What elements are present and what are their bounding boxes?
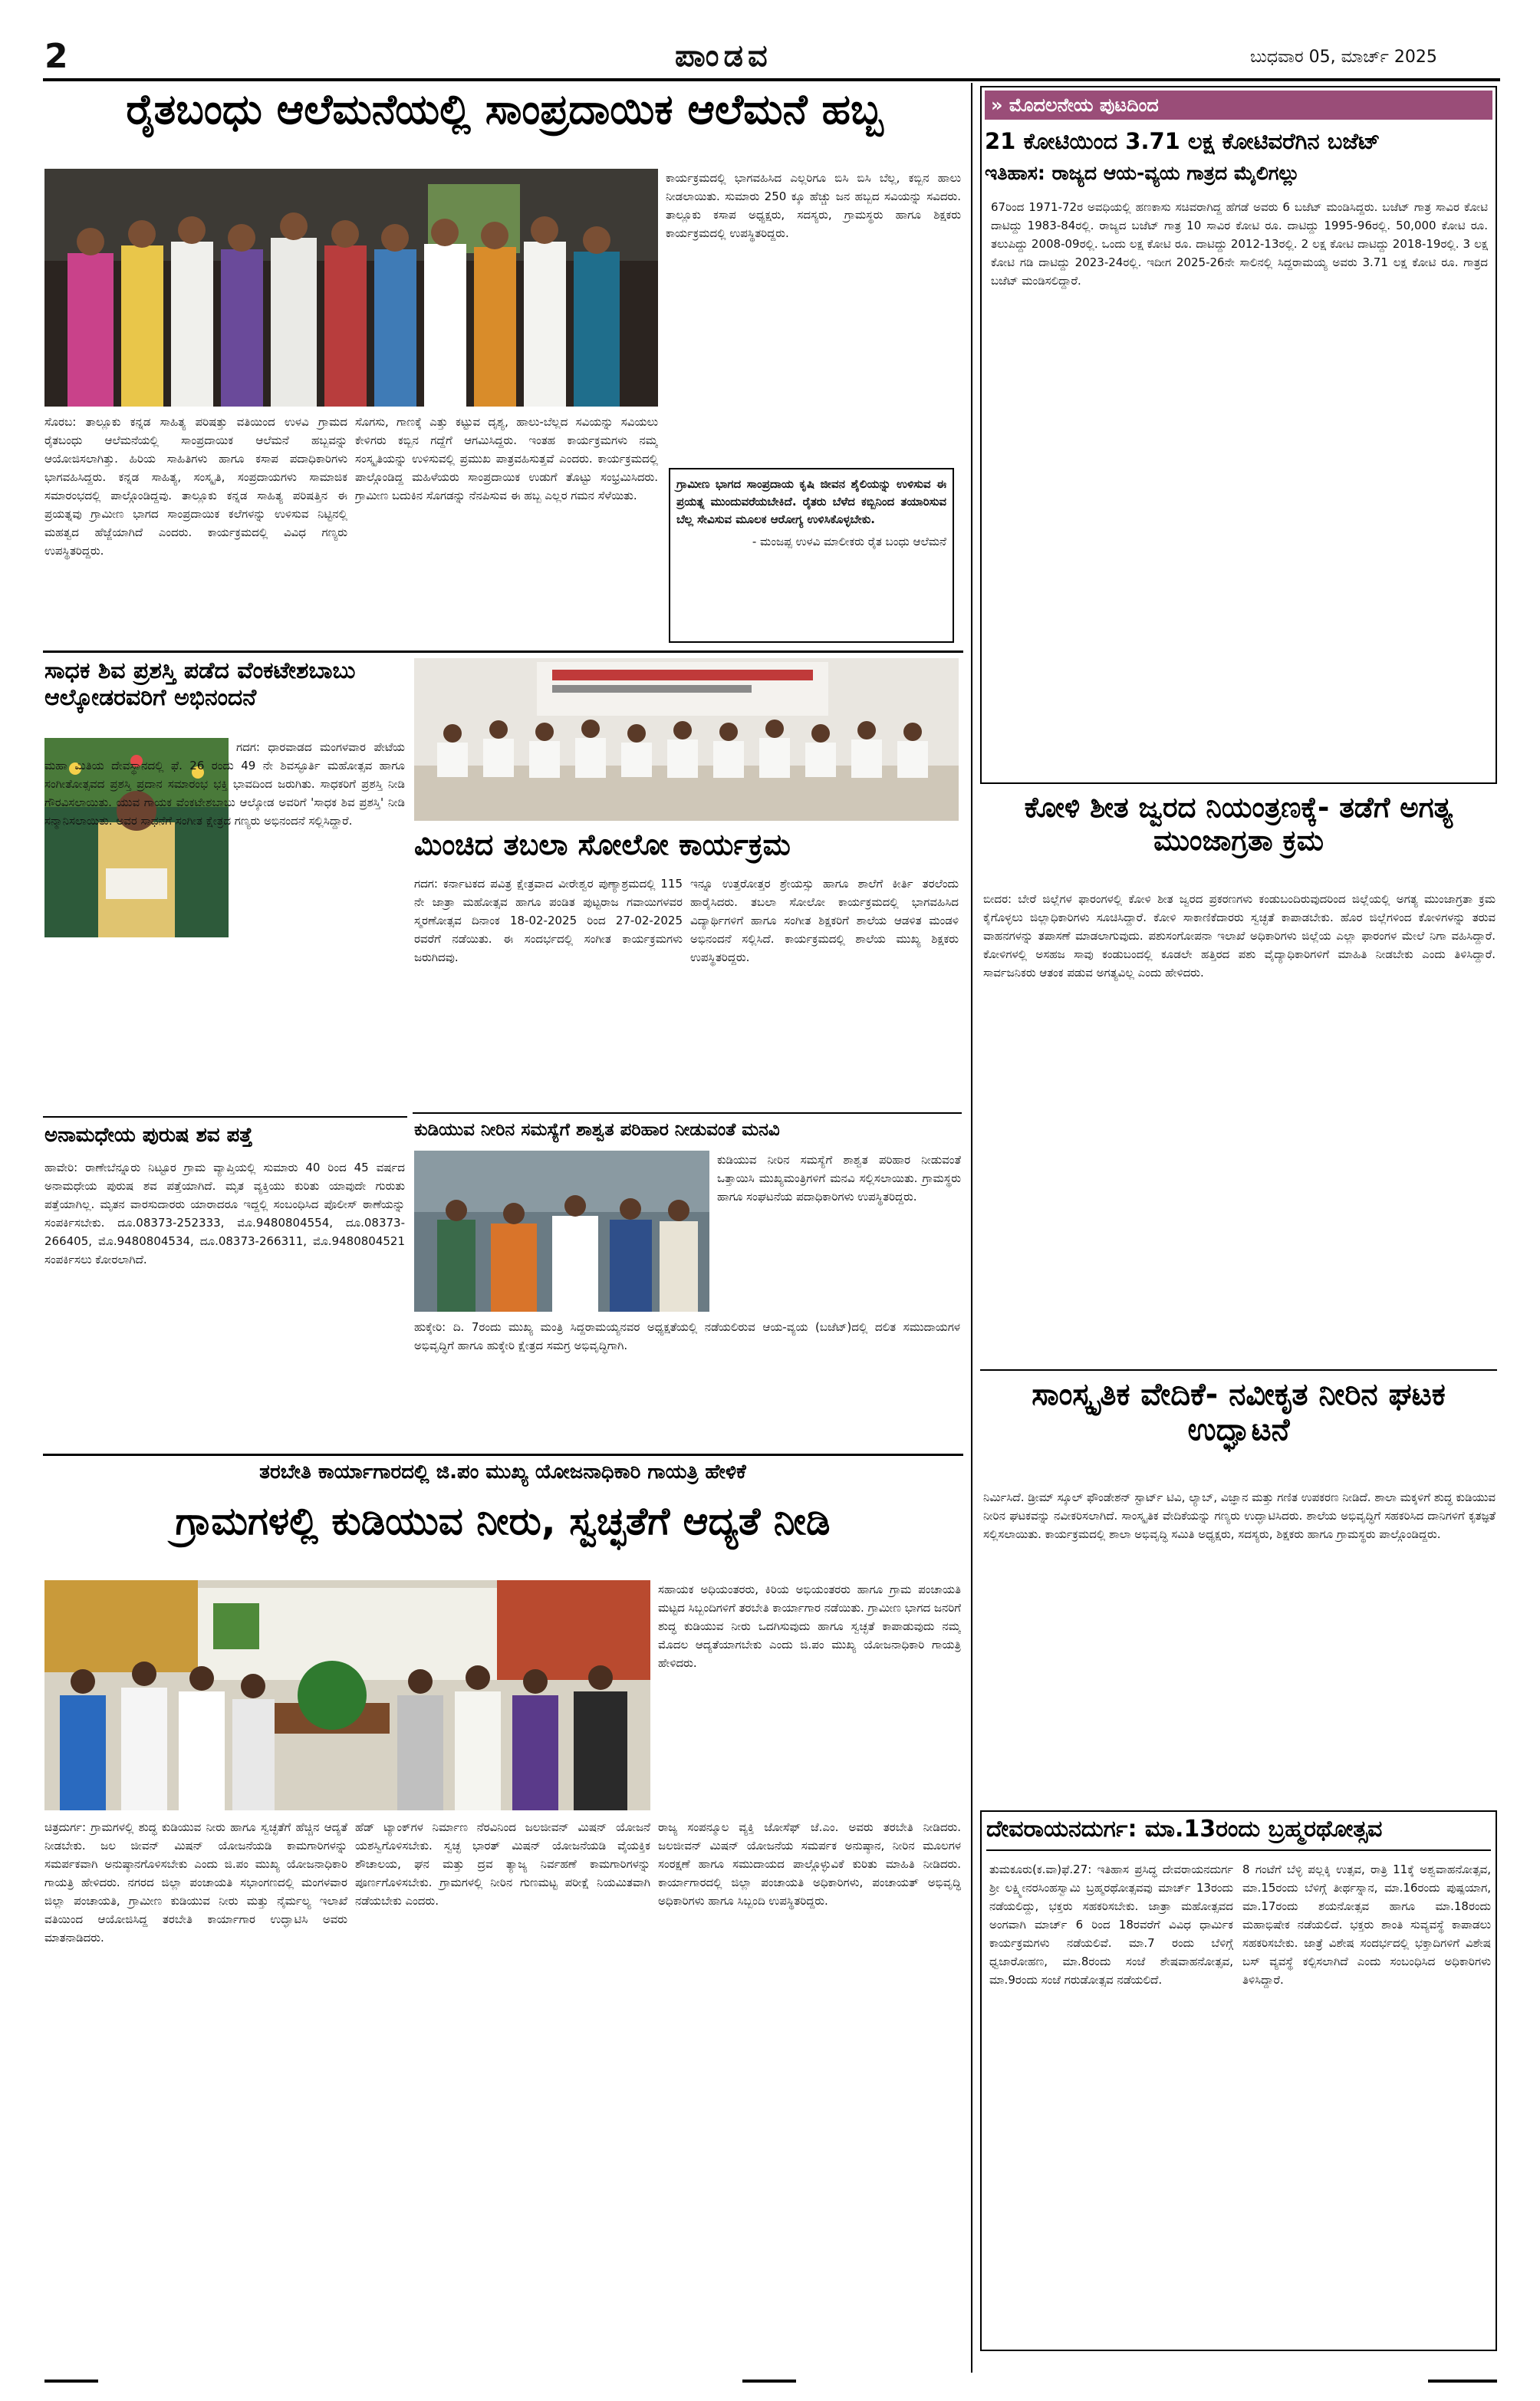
headline-brahma: ದೇವರಾಯನದುರ್ಗ: ಮಾ.13ರಂದು ಬ್ರಹ್ಮರಥೋತ್ಸವ (986, 1816, 1491, 1851)
photo-manavi (414, 1151, 709, 1312)
gramagalu-col-left: ಸಹಾಯಕ ಅಧಿಯಂತರರು, ಕಿರಿಯ ಅಭಿಯಂತರರು ಹಾಗೂ ಗ್ರಾಮ ಪಂಚಾಯತಿ ಮಟ್ಟದ ಸಿಬ್ಬಂದಿಗಳಿಗೆ ತರಬೇತಿ ಕಾರ್ಯಾಗಾರ ನಡೆಯಿತು. ಗ್ರಾಮೀಣ ಭಾಗದ ಜನರಿಗೆ ಶುದ್ಧ ಕುಡಿಯುವ ನೀರು ಒದಗಿಸುವುದು ಹಾಗೂ ಸ್ವಚ್ಛತೆ ಕಾಪಾಡುವುದು ನಮ್ಮ ಮೊದಲ ಆದ್ಯತೆಯಾಗಬೇಕು ಎಂದು ಜಿ.ಪಂ ಮುಖ್ಯ ಯೋಜನಾಧಿಕಾರಿ ಗಾಯತ್ರಿ ಹೇಳಿದರು. (658, 1583, 961, 1670)
budget-body: 67ರಿಂದ 1971-72ರ ಅವಧಿಯಲ್ಲಿ ಹಣಕಾಸು ಸಚಿವರಾಗಿದ್ದ ಹೆಗಡೆ ಅವರು 6 ಬಜೆಟ್ ಮಂಡಿಸಿದ್ದರು. ಬಜೆಟ್ ಗಾತ್ರ ಸಾವಿರ ಕೋಟಿ ದಾಟಿದ್ದು 1983-84ರಲ್ಲಿ. ರಾಜ್ಯದ ಬಜೆಟ್ ಗಾತ್ರ 10 ಸಾವಿರ ಕೋಟಿ ರೂ. ದಾಟಿದ್ದು 1995-96ರಲ್ಲಿ. 50,000 ಕೋಟಿ ರೂ. ತಲುಪಿದ್ದು 2008-09ರಲ್ಲಿ. ಒಂದು ಲಕ್ಷ ಕೋಟಿ ರೂ. ದಾಟಿದ್ದು 2012-13ರಲ್ಲಿ. 2 ಲಕ್ಷ ಕೋಟಿ ದಾಟಿದ್ದು 2018-19ರಲ್ಲಿ. 3 ಲಕ್ಷ ಕೋಟಿ ಗಡಿ ದಾಟಿದ್ದು 2023-24ರಲ್ಲಿ. ಇದೀಗ 2025-26ನೇ ಸಾಲಿನಲ್ಲಿ ಸಿದ್ದರಾಮಯ್ಯ ಅವರು 3.71 ಲಕ್ಷ ಕೋಟಿ ರೂ. ಗಾತ್ರದ ಬಜೆಟ್ ಮಂಡಿಸಲಿದ್ದಾರೆ. (991, 200, 1488, 288)
headline-tabla: ಮಿಂಚಿದ ತಬಲಾ ಸೋಲೋ ಕಾರ್ಯಕ್ರಮ (414, 828, 791, 861)
headline-kudiyuva: ಕುಡಿಯುವ ನೀರಿನ ಸಮಸ್ಯೆಗೆ ಶಾಶ್ವತ ಪರಿಹಾರ ನೀಡುವಂತೆ ಮನವಿ (414, 1120, 780, 1140)
paper-name: ಪಾಂಡವ (675, 38, 772, 74)
issue-date: ಬುಧವಾರ 05, ಮಾರ್ಚ್ 2025 (1250, 48, 1437, 67)
tabla-col-1: ಗದಗ: ಕರ್ನಾಟಕದ ಪವಿತ್ರ ಕ್ಷೇತ್ರವಾದ ವೀರೇಶ್ವರ ಪುಣ್ಯಾಶ್ರಮದಲ್ಲಿ 115 ನೇ ಜಾತ್ರಾ ಮಹೋತ್ಸವ ಹಾಗೂ ಪಂಡಿತ ಪುಟ್ಟರಾಜ ಗವಾಯಿಗಳವರ ಸ್ಮರಣೋತ್ಸವ ದಿನಾಂಕ 18-02-2025 ರಿಂದ 27-02-2025 ರವರೆಗೆ ನಡೆಯಿತು. ಈ ಸಂದರ್ಭದಲ್ಲಿ ಸಂಗೀತ ಕಾರ್ಯಕ್ರಮಗಳು ಜರುಗಿದವು. (414, 877, 683, 964)
kudiyuva-caption: ಹುಕ್ಕೇರಿ: ದಿ. 7ರಂದು ಮುಖ್ಯ ಮಂತ್ರಿ ಸಿದ್ದರಾಮಯ್ಯನವರ ಅಧ್ಯಕ್ಷತೆಯಲ್ಲಿ ನಡೆಯಲಿರುವ ಆಯ-ವ್ಯಯ (ಬಜೆಟ್)ದಲ್ಲಿ ದಲಿತ ಸಮುದಾಯಗಳ ಅಭಿವೃದ್ಧಿಗೆ ಹಾಗೂ ಹುಕ್ಕೇರಿ ಕ್ಷೇತ್ರದ ಸಮಗ್ರ ಅಭಿವೃದ್ಧಿಗಾಗಿ. (414, 1320, 960, 1352)
koli-jvara-body: ಬೀದರ: ಬೇರೆ ಜಿಲ್ಲೆಗಳ ಫಾರಂಗಳಲ್ಲಿ ಕೋಳಿ ಶೀತ ಜ್ವರದ ಪ್ರಕರಣಗಳು ಕಂಡುಬಂದಿರುವುದರಿಂದ ಜಿಲ್ಲೆಯಲ್ಲಿ ಅಗತ್ಯ ಮುಂಜಾಗ್ರತಾ ಕ್ರಮ ಕೈಗೊಳ್ಳಲು ಜಿಲ್ಲಾಧಿಕಾರಿಗಳು ಸೂಚಿಸಿದ್ದಾರೆ. ಕೋಳಿ ಸಾಕಾಣಿಕೆದಾರರು ಸ್ವಚ್ಛತೆ ಕಾಪಾಡಬೇಕು. ಹೊರ ಜಿಲ್ಲೆಗಳಿಂದ ಕೋಳಿಗಳನ್ನು ತರುವ ವಾಹನಗಳನ್ನು ತಪಾಸಣೆ ಮಾಡಲಾಗುವುದು. ಪಶುಸಂಗೋಪನಾ ಇಲಾಖೆ ಅಧಿಕಾರಿಗಳು ಜಿಲ್ಲೆಯ ಎಲ್ಲಾ ಫಾರಂಗಳ ಮೇಲೆ ನಿಗಾ ವಹಿಸಿದ್ದಾರೆ. ಕೋಳಿಗಳಲ್ಲಿ ಅಸಹಜ ಸಾವು ಕಂಡುಬಂದಲ್ಲಿ ಕೂಡಲೇ ಹತ್ತಿರದ ಪಶು ವೈದ್ಯಾಧಿಕಾರಿಗಳಿಗೆ ಮಾಹಿತಿ ನೀಡಬೇಕು ಎಂದು ತಿಳಿಸಿದ್ದಾರೆ. ಸಾರ್ವಜನಿಕರು ಆತಂಕ ಪಡುವ ಅಗತ್ಯವಿಲ್ಲ ಎಂದು ಹೇಳಿದರು. (983, 892, 1496, 980)
shava-body: ಹಾವೇರಿ: ರಾಣೇಬೆನ್ನೂರು ನಿಟ್ಟೂರ ಗ್ರಾಮ ವ್ಯಾಪ್ತಿಯಲ್ಲಿ ಸುಮಾರು 40 ರಿಂದ 45 ವರ್ಷದ ಅನಾಮಧೇಯ ಪುರುಷ ಶವ ಪತ್ತೆಯಾಗಿದೆ. ಮೃತ ವ್ಯಕ್ತಿಯು ಕುರಿತು ಯಾವುದೇ ಗುರುತು ಪತ್ತೆಯಾಗಿಲ್ಲ. ಮೃತನ ವಾರಸುದಾರರು ಯಾರಾದರೂ ಇದ್ದಲ್ಲಿ ಸಂಬಂಧಿಸಿದ ಪೊಲೀಸ್ ಠಾಣೆಯನ್ನು ಸಂಪರ್ಕಿಸಬೇಕು. ದೂ.08373-252333, ಮೊ.9480804554, ದೂ.08373-266405, ಮೊ.9480804534, ದೂ.08373-266311, ಮೊ.9480804521 ಸಂಪರ್ಕಿಸಲು ಕೋರಲಾಗಿದೆ. (44, 1161, 405, 1266)
section-rule (413, 1112, 962, 1114)
section-rule (43, 1116, 407, 1118)
headline-sadhaka-shiva: ಸಾಧಕ ಶಿವ ಪ್ರಶಸ್ತಿ ಪಡೆದ ವೆಂಕಟೇಶಬಾಬು ಆಲ್ಕೋಡರವರಿಗೆ ಅಭಿನಂದನೆ (44, 657, 356, 711)
alemane-quote-by: - ಮಂಜಪ್ಪ ಉಳವಿ ಮಾಲೀಕರು ರೈತ ಬಂಧು ಆಲೆಮನೆ (752, 535, 946, 548)
headline-gramagalu: ಗ್ರಾಮಗಳಲ್ಲಿ ಕುಡಿಯುವ ನೀರು, ಸ್ವಚ್ಛತೆಗೆ ಆದ್ಯತೆ ನೀಡಿ (175, 1499, 831, 1543)
brahma-col-1: ತುಮಕೂರು(ಕ.ವಾ)ಫೆ.27: ಇತಿಹಾಸ ಪ್ರಸಿದ್ಧ ದೇವರಾಯನದುರ್ಗ ಶ್ರೀ ಲಕ್ಷ್ಮೀನರಸಿಂಹಸ್ವಾಮಿ ಬ್ರಹ್ಮರಥೋತ್ಸವವು ಮಾರ್ಚ್ 13ರಂದು ನಡೆಯಲಿದ್ದು, ಭಕ್ತರು ಸಹಕರಿಸಬೇಕು. ಜಾತ್ರಾ ಮಹೋತ್ಸವದ ಅಂಗವಾಗಿ ಮಾರ್ಚ್ 6 ರಿಂದ 18ರವರೆಗೆ ವಿವಿಧ ಧಾರ್ಮಿಕ ಕಾರ್ಯಕ್ರಮಗಳು ನಡೆಯಲಿವೆ. ಮಾ.7 ರಂದು ಬೆಳಿಗ್ಗೆ ಧ್ವಜಾರೋಹಣ, ಮಾ.8ರಂದು ಸಂಜೆ ಶೇಷವಾಹನೋತ್ಸವ, ಮಾ.9ರಂದು ಸಂಜೆ ಗರುಡೋತ್ಸವ ನಡೆಯಲಿದೆ. (989, 1863, 1233, 1987)
alemane-col-2: ಸೊಗಸು, ಗಾಣಕ್ಕೆ ಎತ್ತು ಕಟ್ಟುವ ದೃಶ್ಯ, ಹಾಲು-ಬೆಲ್ಲದ ಸವಿಯನ್ನು ಸವಿಯಲು ಕೇಳಿಗರು ಕಬ್ಬಿನ ಗದ್ದೆಗೆ ಆಗಮಿಸಿದ್ದರು. ಇಂತಹ ಕಾರ್ಯಕ್ರಮಗಳು ನಮ್ಮ ಸಂಸ್ಕೃತಿಯನ್ನು ಉಳಿಸುವಲ್ಲಿ ಪ್ರಮುಖ ಪಾತ್ರವಹಿಸುತ್ತವೆ ಎಂದರು. ಕಾರ್ಯಕ್ರಮದಲ್ಲಿ ಪಾಲ್ಗೊಂಡಿದ್ದ ಮಹಿಳೆಯರು ಸಾಂಪ್ರದಾಯಿಕ ಉಡುಗೆ ತೊಟ್ಟು ಸಂಭ್ರಮಿಸಿದರು. ಗ್ರಾಮೀಣ ಬದುಕಿನ ಸೊಗಡನ್ನು ನೆನಪಿಸುವ ಈ ಹಬ್ಬ ಎಲ್ಲರ ಗಮನ ಸೆಳೆಯಿತು. (355, 415, 658, 502)
shiva-body: ಗದಗ: ಧಾರವಾಡದ ಮಂಗಳವಾರ ಪೇಟೆಯ ಮಹಾ ಮಿತಿಯ ದೇವಸ್ಥಾನದಲ್ಲಿ ಫೆ. 26 ರಂದು 49 ನೇ ಶಿವಸ್ಫೂರ್ತಿ ಮಹೋತ್ಸವ ಹಾಗೂ ಸಂಗೀತೋತ್ಸವದ ಪ್ರಶಸ್ತಿ ಪ್ರದಾನ ಸಮಾರಂಭ ಭಕ್ತಿ ಭಾವದಿಂದ ಜರುಗಿತು. ಸಾಧಕರಿಗೆ ಪ್ರಶಸ್ತಿ ನೀಡಿ ಗೌರವಿಸಲಾಯಿತು. ಯುವ ಗಾಯಕ ವೆಂಕಟೇಶಬಾಬು ಆಲ್ಕೋಡ ಅವರಿಗೆ 'ಸಾಧಕ ಶಿವ ಪ್ರಶಸ್ತಿ' ನೀಡಿ ಸನ್ಮಾನಿಸಲಾಯಿತು. ಅವರ ಸಾಧನೆಗೆ ಸಂಗೀತ ಕ್ಷೇತ್ರದ ಗಣ್ಯರು ಅಭಿನಂದನೆ ಸಲ್ಲಿಸಿದ್ದಾರೆ. (44, 740, 405, 828)
section-rule (43, 1454, 963, 1456)
gramagalu-col-a: ಚಿತ್ರದುರ್ಗ: ಗ್ರಾಮಗಳಲ್ಲಿ ಶುದ್ಧ ಕುಡಿಯುವ ನೀರು ಹಾಗೂ ಸ್ವಚ್ಛತೆಗೆ ಹೆಚ್ಚಿನ ಆದ್ಯತೆ ನೀಡಬೇಕು. ಜಲ ಜೀವನ್ ಮಿಷನ್ ಯೋಜನೆಯಡಿ ಕಾಮಗಾರಿಗಳನ್ನು ಸಮರ್ಪಕವಾಗಿ ಅನುಷ್ಠಾನಗೊಳಿಸಬೇಕು ಎಂದು ಜಿ.ಪಂ ಮುಖ್ಯ ಯೋಜನಾಧಿಕಾರಿ ಗಾಯತ್ರಿ ಹೇಳಿದರು. ನಗರದ ಜಿಲ್ಲಾ ಪಂಚಾಯತಿ ಸಭಾಂಗಣದಲ್ಲಿ ಮಂಗಳವಾರ ಜಿಲ್ಲಾ ಪಂಚಾಯತಿ, ಗ್ರಾಮೀಣ ಕುಡಿಯುವ ನೀರು ಮತ್ತು ನೈರ್ಮಲ್ಯ ಇಲಾಖೆ ವತಿಯಿಂದ ಆಯೋಜಿಸಿದ್ದ ತರಬೇತಿ ಕಾರ್ಯಾಗಾರ ಉದ್ಘಾಟಿಸಿ ಅವರು ಮಾತನಾಡಿದರು. (44, 1820, 347, 1945)
headline-shava: ಅನಾಮಧೇಯ ಪುರುಷ ಶವ ಪತ್ತೆ (44, 1124, 253, 1147)
column-divider (971, 83, 972, 2373)
alemane-quote-box (669, 468, 954, 643)
photo-training-workshop (44, 1580, 650, 1810)
headline-koli-jvara: ಕೋಳಿ ಶೀತ ಜ್ವರದ ನಿಯಂತ್ರಣಕ್ಕೆ- ತಡೆಗೆ ಅಗತ್ಯ ಮುಂಜಾಗ್ರತಾ ಕ್ರಮ (1024, 791, 1453, 857)
headline-vedike: ಸಾಂಸ್ಕೃತಿಕ ವೇದಿಕೆ- ನವೀಕೃತ ನೀರಿನ ಘಟಕ ಉದ್ಘಾಟನೆ (1032, 1377, 1446, 1448)
photo-alemane-group (44, 169, 658, 407)
tabla-col-2: ಇನ್ನೂ ಉತ್ತರೋತ್ತರ ಶ್ರೇಯಸ್ಸು ಹಾಗೂ ಶಾಲೆಗೆ ಕೀರ್ತಿ ತರಲೆಂದು ಹಾರೈಸಿದರು. ತಬಲಾ ಸೋಲೋ ಕಾರ್ಯಕ್ರಮದಲ್ಲಿ ಭಾಗವಹಿಸಿದ ವಿದ್ಯಾರ್ಥಿಗಳಿಗೆ ಹಾಗೂ ಸಂಗೀತ ಶಿಕ್ಷಕರಿಗೆ ಶಾಲೆಯ ಆಡಳಿತ ಮಂಡಳಿ ಅಭಿನಂದನೆ ಸಲ್ಲಿಸಿದೆ. ಕಾರ್ಯಕ್ರಮದಲ್ಲಿ ಶಾಲೆಯ ಮುಖ್ಯ ಶಿಕ್ಷಕರು ಉಪಸ್ಥಿತರಿದ್ದರು. (690, 877, 959, 964)
footer-rule (44, 2380, 98, 2383)
gramagalu-col-b: ಹೆಡ್ ಟ್ಯಾಂಕ್‌ಗಳ ನಿರ್ಮಾಣ ನೆರವಿನಿಂದ ಜಲಜೀವನ್ ಮಿಷನ್ ಯೋಜನೆ ಯಶಸ್ವಿಗೊಳಿಸಬೇಕು. ಸ್ವಚ್ಛ ಭಾರತ್ ಮಿಷನ್ ಯೋಜನೆಯಡಿ ವೈಯಕ್ತಿಕ ಶೌಚಾಲಯ, ಘನ ಮತ್ತು ದ್ರವ ತ್ಯಾಜ್ಯ ನಿರ್ವಹಣೆ ಕಾಮಗಾರಿಗಳನ್ನು ಪೂರ್ಣಗೊಳಿಸಬೇಕು. ಗ್ರಾಮಗಳಲ್ಲಿ ನೀರಿನ ಗುಣಮಟ್ಟ ಪರೀಕ್ಷೆ ನಿಯಮಿತವಾಗಿ ನಡೆಯಬೇಕು ಎಂದರು. (355, 1820, 650, 1908)
gramagalu-col-c: ರಾಜ್ಯ ಸಂಪನ್ಮೂಲ ವ್ಯಕ್ತಿ ಜೋಸೆಫ್ ಜೆ.ಎಂ. ಅವರು ತರಬೇತಿ ನೀಡಿದರು. ಜಲಜೀವನ್ ಮಿಷನ್ ಯೋಜನೆಯ ಸಮರ್ಪಕ ಅನುಷ್ಠಾನ, ನೀರಿನ ಮೂಲಗಳ ಸಂರಕ್ಷಣೆ ಹಾಗೂ ಸಮುದಾಯದ ಪಾಲ್ಗೊಳ್ಳುವಿಕೆ ಕುರಿತು ಮಾಹಿತಿ ನೀಡಿದರು. ಕಾರ್ಯಾಗಾರದಲ್ಲಿ ಜಿಲ್ಲಾ ಪಂಚಾಯತಿ ಅಧಿಕಾರಿಗಳು, ಪಂಚಾಯತ್ ಅಭಿವೃದ್ಧಿ ಅಧಿಕಾರಿಗಳು ಹಾಗೂ ಸಿಬ್ಬಂದಿ ಉಪಸ್ಥಿತರಿದ್ದರು. (658, 1820, 961, 1908)
kudiyuva-col-1: ಕುಡಿಯುವ ನೀರಿನ ಸಮಸ್ಯೆಗೆ ಶಾಶ್ವತ ಪರಿಹಾರ ನೀಡುವಂತೆ ಒತ್ತಾಯಿಸಿ ಮುಖ್ಯಮಂತ್ರಿಗಳಿಗೆ ಮನವಿ ಸಲ್ಲಿಸಲಾಯಿತು. ಗ್ರಾಮಸ್ಥರು ಹಾಗೂ ಸಂಘಟನೆಯ ಪದಾಧಿಕಾರಿಗಳು ಉಪಸ್ಥಿತರಿದ್ದರು. (717, 1153, 961, 1204)
page-number: 2 (44, 37, 68, 76)
brahma-col-2: 8 ಗಂಟೆಗೆ ಬೆಳ್ಳಿ ಪಲ್ಲಕ್ಕಿ ಉತ್ಸವ, ರಾತ್ರಿ 11ಕ್ಕೆ ಅಶ್ವವಾಹನೋತ್ಸವ, ಮಾ.15ರಂದು ಬೆಳಿಗ್ಗೆ ತೀರ್ಥಸ್ನಾನ, ಮಾ.16ರಂದು ಪುಷ್ಪಯಾಗ, ಮಾ.17ರಂದು ಶಯನೋತ್ಸವ ಹಾಗೂ ಮಾ.18ರಂದು ಮಹಾಭಿಷೇಕ ನಡೆಯಲಿದೆ. ಭಕ್ತರು ಶಾಂತಿ ಸುವ್ಯವಸ್ಥೆ ಕಾಪಾಡಲು ಸಹಕರಿಸಬೇಕು. ಜಾತ್ರೆ ವಿಶೇಷ ಸಂದರ್ಭದಲ್ಲಿ ಭಕ್ತಾದಿಗಳಿಗೆ ವಿಶೇಷ ಬಸ್ ವ್ಯವಸ್ಥೆ ಕಲ್ಪಿಸಲಾಗಿದೆ ಎಂದು ಸಂಬಂಧಿಸಿದ ಅಧಿಕಾರಿಗಳು ತಿಳಿಸಿದ್ದಾರೆ. (1242, 1863, 1491, 1987)
alemane-quote: ಗ್ರಾಮೀಣ ಭಾಗದ ಸಾಂಪ್ರದಾಯ ಕೃಷಿ ಜೀವನ ಶೈಲಿಯನ್ನು ಉಳಿಸುವ ಈ ಪ್ರಯತ್ನ ಮುಂದುವರೆಯಬೇಕಿದೆ. ರೈತರು ಬೆಳೆದ ಕಬ್ಬಿನಿಂದ ತಯಾರಿಸುವ ಬೆಲ್ಲ ಸೇವಿಸುವ ಮೂಲಕ ಆರೋಗ್ಯ ಉಳಿಸಿಕೊಳ್ಳಬೇಕು. (676, 477, 946, 526)
masthead-rule (43, 78, 1500, 81)
footer-rule (742, 2380, 796, 2383)
kicker-gramagalu: ತರಬೇತಿ ಕಾರ್ಯಾಗಾರದಲ್ಲಿ ಜಿ.ಪಂ ಮುಖ್ಯ ಯೋಜನಾಧಿಕಾರಿ ಗಾಯತ್ರಿ ಹೇಳಿಕೆ (259, 1461, 746, 1484)
alemane-col-3: ಕಾರ್ಯಕ್ರಮದಲ್ಲಿ ಭಾಗವಹಿಸಿದ ಎಲ್ಲರಿಗೂ ಬಿಸಿ ಬಿಸಿ ಬೆಲ್ಲ, ಕಬ್ಬಿನ ಹಾಲು ನೀಡಲಾಯಿತು. ಸುಮಾರು 250 ಕ್ಕೂ ಹೆಚ್ಚು ಜನ ಹಬ್ಬದ ಸವಿಯನ್ನು ಸವಿದರು. ತಾಲ್ಲೂಕು ಕಸಾಪ ಅಧ್ಯಕ್ಷರು, ಸದಸ್ಯರು, ಗ್ರಾಮಸ್ಥರು ಹಾಗೂ ಶಿಕ್ಷಕರು ಕಾರ್ಯಕ್ರಮದಲ್ಲಿ ಉಪಸ್ಥಿತರಿದ್ದರು. (666, 171, 961, 240)
vedike-body: ನಿರ್ಮಿಸಿದೆ. ಡ್ರೀಮ್ ಸ್ಕೂಲ್ ಫೌಂಡೇಶನ್ ಸ್ಟಾರ್ಟ್ ಟಿವಿ, ಲ್ಯಾಬ್, ವಿಜ್ಞಾನ ಮತ್ತು ಗಣಿತ ಉಪಕರಣ ನೀಡಿದೆ. ಶಾಲಾ ಮಕ್ಕಳಿಗೆ ಶುದ್ಧ ಕುಡಿಯುವ ನೀರಿನ ಘಟಕವನ್ನು ನವೀಕರಿಸಲಾಗಿದೆ. ಸಾಂಸ್ಕೃತಿಕ ವೇದಿಕೆಯನ್ನು ಗಣ್ಯರು ಉದ್ಘಾಟಿಸಿದರು. ಶಾಲೆಯ ಅಭಿವೃದ್ಧಿಗೆ ಸಹಕರಿಸಿದ ದಾನಿಗಳಿಗೆ ಕೃತಜ್ಞತೆ ಸಲ್ಲಿಸಲಾಯಿತು. ಕಾರ್ಯಕ್ರಮದಲ್ಲಿ ಶಾಲಾ ಅಭಿವೃದ್ಧಿ ಸಮಿತಿ ಅಧ್ಯಕ್ಷರು, ಸದಸ್ಯರು, ಶಿಕ್ಷಕರು ಹಾಗೂ ಗ್ರಾಮಸ್ಥರು ಪಾಲ್ಗೊಂಡಿದ್ದರು. (983, 1490, 1496, 1541)
section-rule (980, 1369, 1497, 1371)
subhead-budget: ಇತಿಹಾಸ: ರಾಜ್ಯದ ಆಯ-ವ್ಯಯ ಗಾತ್ರದ ಮೈಲಿಗಲ್ಲು (985, 162, 1300, 184)
headline-budget: 21 ಕೋಟಿಯಿಂದ 3.71 ಲಕ್ಷ ಕೋಟಿವರೆಗಿನ ಬಜೆಟ್ (985, 128, 1380, 154)
section-rule (43, 650, 963, 653)
continued-label: » ಮೊದಲನೇಯ ಪುಟದಿಂದ (985, 91, 1492, 120)
footer-rule (1428, 2380, 1497, 2383)
alemane-col-1: ಸೊರಬ: ತಾಲ್ಲೂಕು ಕನ್ನಡ ಸಾಹಿತ್ಯ ಪರಿಷತ್ತು ವತಿಯಿಂದ ಉಳವಿ ಗ್ರಾಮದ ರೈತಬಂಧು ಆಲೆಮನೆಯಲ್ಲಿ ಸಾಂಪ್ರದಾಯಿಕ ಆಲೆಮನೆ ಹಬ್ಬವನ್ನು ಆಯೋಜಿಸಲಾಗಿತ್ತು. ಹಿರಿಯ ಸಾಹಿತಿಗಳು ಹಾಗೂ ಕಸಾಪ ಪದಾಧಿಕಾರಿಗಳು ಭಾಗವಹಿಸಿದ್ದರು. ಕನ್ನಡ ಸಾಹಿತ್ಯ, ಸಂಸ್ಕೃತಿ, ಸಂಪ್ರದಾಯಗಳು ಸಾಮಾಜಿಕ ಸಮಾರಂಭದಲ್ಲಿ ಪಾಲ್ಗೊಂಡಿದ್ದವು. ತಾಲ್ಲೂಕು ಕನ್ನಡ ಸಾಹಿತ್ಯ ಪರಿಷತ್ತಿನ ಈ ಪ್ರಯತ್ನವು ಗ್ರಾಮೀಣ ಭಾಗದ ಸಾಂಪ್ರದಾಯಿಕ ಕಲೆಗಳನ್ನು ಉಳಿಸುವ ನಿಟ್ಟಿನಲ್ಲಿ ಮಹತ್ವದ ಹೆಜ್ಜೆಯಾಗಿದೆ ಎಂದರು. ಕಾರ್ಯಕ್ರಮದಲ್ಲಿ ವಿವಿಧ ಗಣ್ಯರು ಉಪಸ್ಥಿತರಿದ್ದರು. (44, 415, 347, 558)
headline-alemane: ರೈತಬಂಧು ಆಲೆಮನೆಯಲ್ಲಿ ಸಾಂಪ್ರದಾಯಿಕ ಆಲೆಮನೆ ಹಬ್ಬ (126, 85, 884, 133)
photo-tabla-stage (414, 658, 959, 821)
